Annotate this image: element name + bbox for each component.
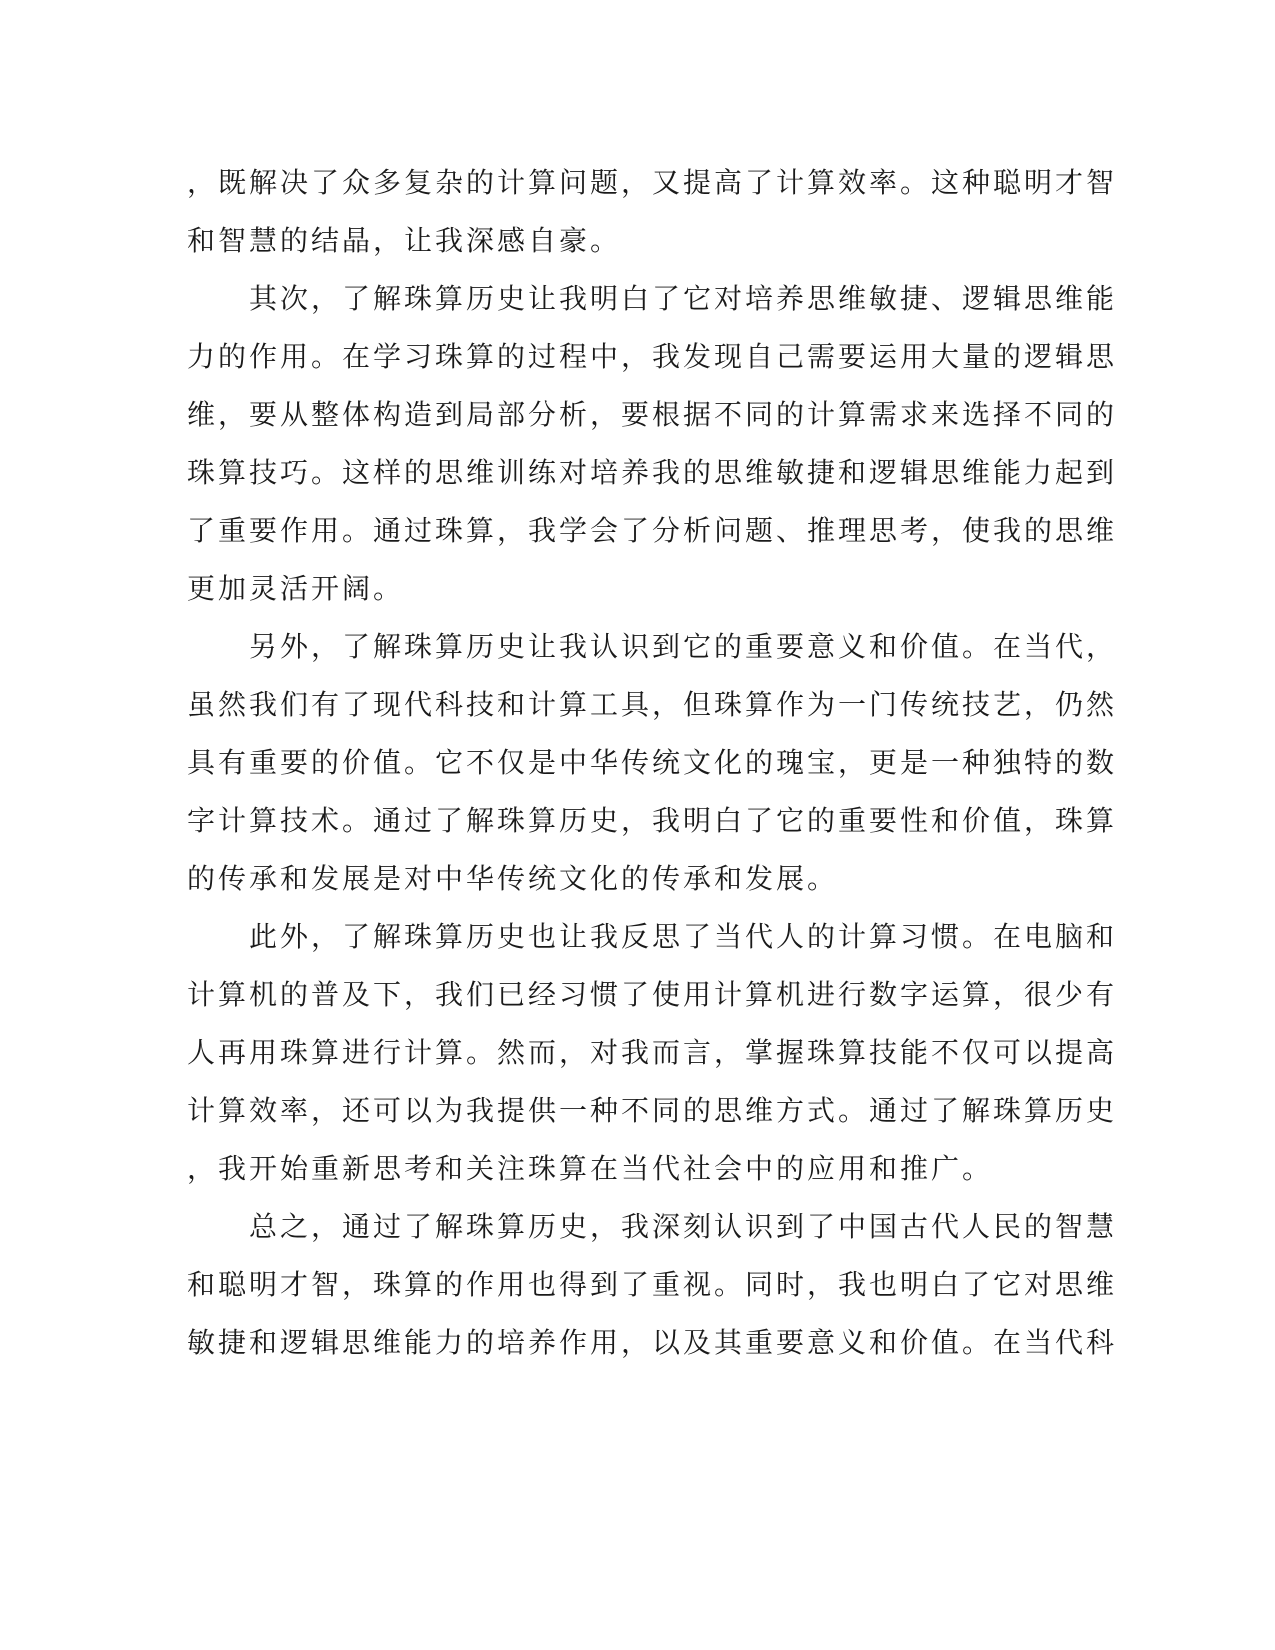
text-line: 其次，了解珠算历史让我明白了它对培养思维敏捷、逻辑思维能 — [187, 282, 1118, 315]
text-line: 了重要作用。通过珠算，我学会了分析问题、推理思考，使我的思维 — [187, 514, 1118, 547]
text-line: 计算效率，还可以为我提供一种不同的思维方式。通过了解珠算历史 — [187, 1094, 1118, 1127]
text-line: 和智慧的结晶，让我深感自豪。 — [187, 224, 622, 257]
text-line: ，既解决了众多复杂的计算问题，又提高了计算效率。这种聪明才智 — [187, 166, 1118, 199]
text-line: 计算机的普及下，我们已经习惯了使用计算机进行数字运算，很少有 — [187, 978, 1118, 1011]
text-line: 力的作用。在学习珠算的过程中，我发现自己需要运用大量的逻辑思 — [187, 340, 1118, 373]
text-line: 珠算技巧。这样的思维训练对培养我的思维敏捷和逻辑思维能力起到 — [187, 456, 1118, 489]
text-line: 此外，了解珠算历史也让我反思了当代人的计算习惯。在电脑和 — [187, 920, 1118, 953]
text-line: 具有重要的价值。它不仅是中华传统文化的瑰宝，更是一种独特的数 — [187, 746, 1118, 779]
text-line: 和聪明才智，珠算的作用也得到了重视。同时，我也明白了它对思维 — [187, 1268, 1118, 1301]
text-line: 总之，通过了解珠算历史，我深刻认识到了中国古代人民的智慧 — [187, 1210, 1118, 1243]
text-line: 更加灵活开阔。 — [187, 572, 405, 605]
text-line: ，我开始重新思考和关注珠算在当代社会中的应用和推广。 — [187, 1152, 994, 1185]
text-line: 人再用珠算进行计算。然而，对我而言，掌握珠算技能不仅可以提高 — [187, 1036, 1118, 1069]
text-line: 另外，了解珠算历史让我认识到它的重要意义和价值。在当代， — [187, 630, 1118, 663]
text-line: 的传承和发展是对中华传统文化的传承和发展。 — [187, 862, 839, 895]
text-line: 虽然我们有了现代科技和计算工具，但珠算作为一门传统技艺，仍然 — [187, 688, 1118, 721]
text-line: 维，要从整体构造到局部分析，要根据不同的计算需求来选择不同的 — [187, 398, 1118, 431]
text-line: 字计算技术。通过了解珠算历史，我明白了它的重要性和价值，珠算 — [187, 804, 1118, 837]
text-line: 敏捷和逻辑思维能力的培养作用，以及其重要意义和价值。在当代科 — [187, 1326, 1118, 1359]
